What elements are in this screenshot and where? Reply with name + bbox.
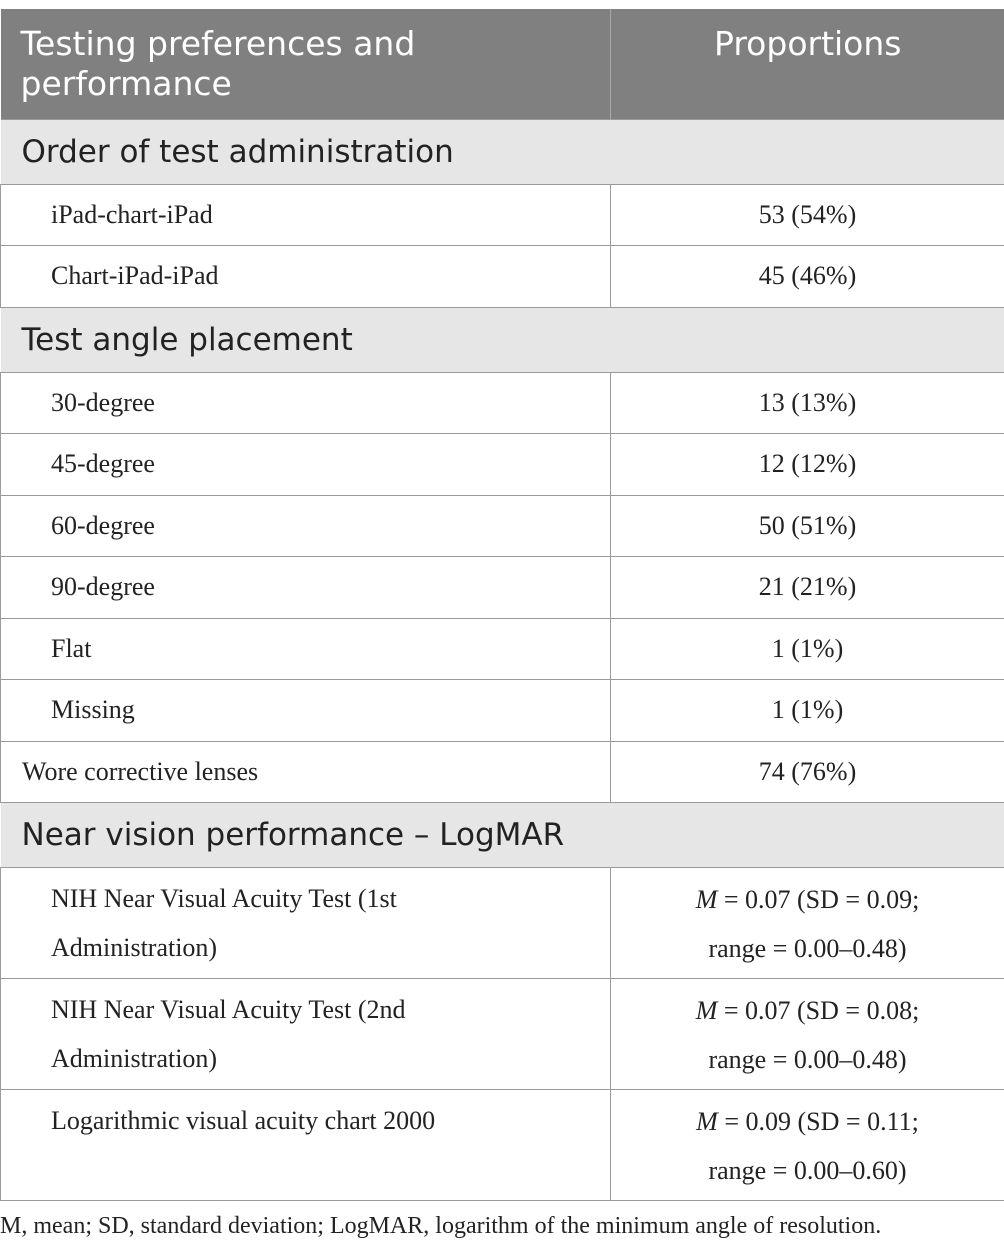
row-value: 21 (21%) (611, 557, 1004, 619)
results-table (0, 9, 1004, 1201)
row-value (611, 1090, 1004, 1201)
header-proportions: Proportions (611, 9, 1004, 119)
row-label (1, 979, 611, 1090)
row-label: 30-degree (1, 372, 611, 434)
table-row (1, 372, 1004, 434)
row-value: 13 (13%) (611, 372, 1004, 434)
row-value (611, 868, 1004, 979)
row-label-line2: Administration) (51, 1044, 218, 1073)
row-value-line2: range = 0.00–0.48) (708, 1045, 907, 1074)
table-row (1, 495, 1004, 557)
table-row (1, 1090, 1004, 1201)
row-value: 45 (46%) (611, 246, 1004, 308)
row-label (1, 868, 611, 979)
row-label-line2: Administration) (51, 933, 218, 962)
row-value-line1: = 0.07 (SD = 0.08; (717, 996, 920, 1025)
row-label: Chart-iPad-iPad (1, 246, 611, 308)
table-row (1, 618, 1004, 680)
table-row (1, 184, 1004, 246)
mean-symbol: M (696, 1107, 718, 1136)
row-label-line1: NIH Near Visual Acuity Test (2nd (51, 995, 406, 1024)
row-label-line1: Logarithmic visual acuity chart 2000 (51, 1106, 436, 1135)
section-order-of-test-administration (1, 119, 1004, 184)
row-label: 45-degree (1, 434, 611, 496)
section-near-vision-performance (1, 803, 1004, 868)
section-test-angle-placement (1, 307, 1004, 372)
row-value: 74 (76%) (611, 741, 1004, 803)
table-row (1, 246, 1004, 308)
row-value-line2: range = 0.00–0.48) (708, 934, 907, 963)
row-value: 1 (1%) (611, 618, 1004, 680)
mean-symbol: M (695, 996, 718, 1025)
header-testing-preferences: Testing preferences and performance (1, 9, 611, 119)
table-row (1, 557, 1004, 619)
section-title: Order of test administration (1, 119, 1004, 184)
row-label (1, 1090, 611, 1201)
table-row (1, 680, 1004, 742)
table-row (1, 434, 1004, 496)
section-title: Test angle placement (1, 307, 1004, 372)
row-label: Flat (1, 618, 611, 680)
table-row-corrective-lenses (1, 741, 1004, 803)
row-label: Missing (1, 680, 611, 742)
mean-symbol: M (695, 885, 718, 914)
row-label: iPad-chart-iPad (1, 184, 611, 246)
row-label: 90-degree (1, 557, 611, 619)
table-row (1, 979, 1004, 1090)
row-label: Wore corrective lenses (1, 741, 611, 803)
row-label-line1: NIH Near Visual Acuity Test (1st (51, 884, 397, 913)
row-value-line1: = 0.07 (SD = 0.09; (717, 885, 920, 914)
table-row (1, 868, 1004, 979)
row-value: 1 (1%) (611, 680, 1004, 742)
row-value (611, 979, 1004, 1090)
row-label: 60-degree (1, 495, 611, 557)
row-value-line1: = 0.09 (SD = 0.11; (717, 1107, 919, 1136)
row-value: 50 (51%) (611, 495, 1004, 557)
row-value: 53 (54%) (611, 184, 1004, 246)
section-title: Near vision performance – LogMAR (1, 803, 1004, 868)
row-value-line2: range = 0.00–0.60) (708, 1156, 907, 1185)
results-table-container (0, 9, 1004, 1201)
row-value: 12 (12%) (611, 434, 1004, 496)
header-row (1, 9, 1004, 119)
table-footnote: M, mean; SD, standard deviation; LogMAR, logarithm of the minimum angle of resolution. (0, 1213, 882, 1239)
